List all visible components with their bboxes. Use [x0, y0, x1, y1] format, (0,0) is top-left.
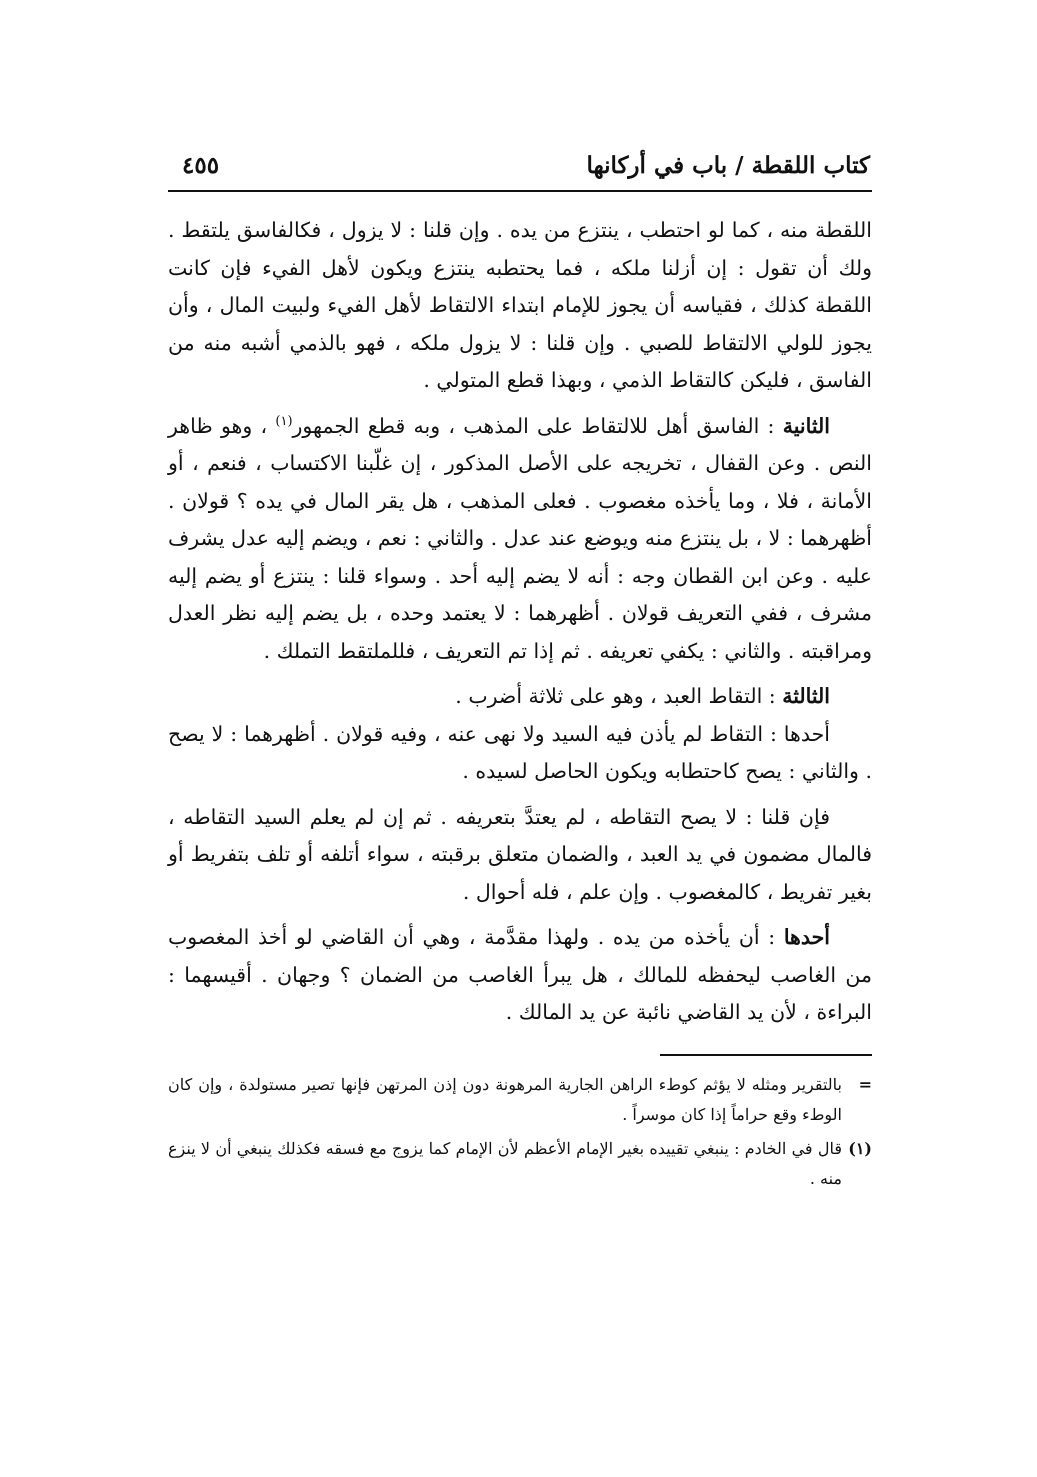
paragraph-text: : أن يأخذه من يده . ولهذا مقدَّمة ، وهي أن القاضي لو أخذ المغصوب من الغاصب ليحفظه للمالك ، هل يبرأ الغاصب من الضمان ؟ وجهان . أقيسهما : البراءة ، لأن يد القاضي نائبة عن يد المالك .	[168, 925, 872, 1024]
paragraph	[168, 799, 872, 912]
footnote-marker: (١)	[848, 1138, 872, 1158]
footnote	[168, 1070, 872, 1130]
page-number: ٤٥٥	[182, 152, 220, 179]
paragraph-lead: الثالثة	[782, 684, 830, 708]
paragraph-text: : التقاط العبد ، وهو على ثلاثة أضرب .	[455, 684, 783, 708]
footnotes	[168, 1070, 872, 1194]
footnote	[168, 1134, 872, 1194]
paragraph-text: : الفاسق أهل للالتقاط على المذهب ، وبه قطع الجمهور	[292, 413, 783, 438]
paragraph	[168, 408, 872, 671]
paragraph	[168, 716, 872, 791]
paragraph	[168, 678, 872, 716]
body-text	[168, 212, 872, 1032]
paragraph-text: فإن قلنا : لا يصح التقاطه ، لم يعتدَّ بتعريفه . ثم إن لم يعلم السيد التقاطه ، فالمال مضمون في يد العبد ، والضمان متعلق برقبته ، سواء أتلفه أو تلف بتفريط أو بغير تفريط ، كالمغصوب . وإن علم ، فله أحوال .	[168, 804, 872, 904]
running-title: كتاب اللقطة / باب في أركانها	[586, 152, 870, 179]
paragraph-text: اللقطة منه ، كما لو احتطب ، ينتزع من يده . وإن قلنا : لا يزول ، فكالفاسق يلتقط . ولك أن تقول : إن أزلنا ملكه ، فما يحتطبه ينتزع ويكون لأهل الفيء فإن كانت اللقطة كذلك ، فقياسه أن يجوز للإمام ابتداء الالتقاط لأهل الفيء ولبيت المال ، وأن يجوز للولي الالتقاط للصبي . وإن قلنا : لا يزول ملكه ، فهو بالذمي أشبه منه من الفاسق ، فليكن كالتقاط الذمي ، وبهذا قطع المتولي .	[168, 218, 872, 392]
paragraph-lead: الثانية	[782, 413, 830, 438]
footnote-marker: =	[858, 1074, 872, 1094]
paragraph-lead: أحدها	[783, 925, 830, 949]
footnote-text: بالتقرير ومثله لا يؤثم كوطء الراهن الجارية المرهونة دون إذن المرتهن فإنها تصير مستولدة ، وإن كان الوطء وقع حراماً إذا كان موسراً .	[168, 1074, 842, 1124]
footnote-reference: (١)	[275, 413, 293, 429]
footnote-text: قال في الخادم : ينبغي تقييده بغير الإمام الأعظم لأن الإمام كما يزوج مع فسقه فكذلك ينبغي أن لا ينزع منه .	[168, 1138, 842, 1188]
paragraph	[168, 212, 872, 400]
book-page	[168, 150, 872, 1380]
paragraph-text: أحدها : التقاط لم يأذن فيه السيد ولا نهى عنه ، وفيه قولان . أظهرهما : لا يصح . والثاني : يصح كاحتطابه ويكون الحاصل لسيده .	[168, 721, 872, 783]
footnote-separator	[660, 1054, 872, 1056]
paragraph-text: ، وهو ظاهر النص . وعن القفال ، تخريجه على الأصل المذكور ، إن غلّبنا الاكتساب ، فنعم ، أو الأمانة ، فلا ، وما يأخذه مغصوب . فعلى المذهب ، هل يقر المال في يده ؟ قولان . أظهرهما : لا ، بل ينتزع منه ويوضع عند عدل . والثاني : نعم ، ويضم إليه عدل يشرف عليه . وعن ابن القطان وجه : أنه لا يضم إليه أحد . وسواء قلنا : ينتزع أو يضم إليه مشرف ، ففي التعريف قولان . أظهرهما : لا يعتمد وحده ، بل يضم إليه نظر العدل ومراقبته . والثاني : يكفي تعريفه . ثم إذا تم التعريف ، فللملتقط التملك .	[168, 413, 872, 663]
paragraph	[168, 919, 872, 1032]
running-header	[168, 150, 872, 192]
